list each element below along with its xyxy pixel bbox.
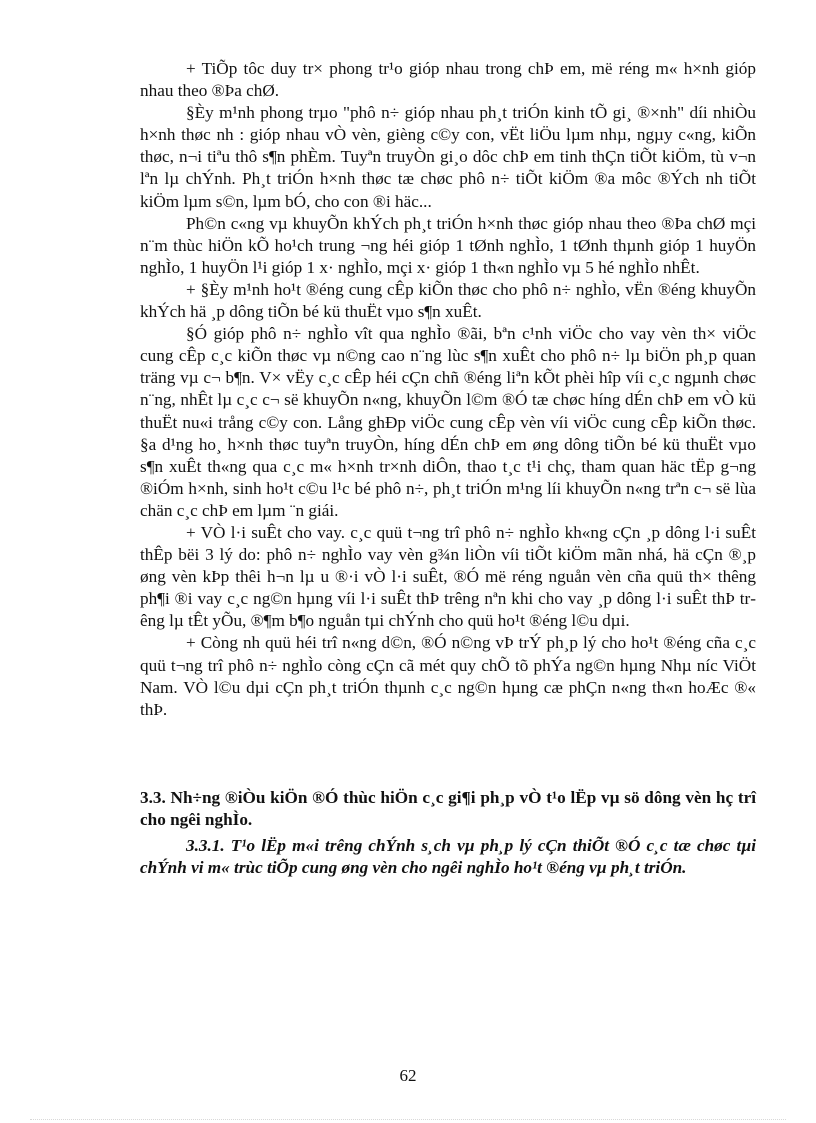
subsection-heading: 3.3.1. T¹o lËp m«i trêng chÝnh s¸ch vµ ph¸p lý cÇn thiÕt ®Ó c¸c tæ chøc tµi chÝnh vi m« trùc tiÕp cung øng vèn cho ngêi nghÌo ho¹t ®éng vµ ph¸t triÓn. [140,836,756,878]
paragraph-7: + Còng nh quü héi trî n«ng d©n, ®Ó n©ng vÞ trÝ ph¸p lý cho ho¹t ®éng cña c¸c quü t¬ng trî phô n÷ nghÌo còng cÇn cã mét quy chÕ tõ phÝa ng©n hµng Nhµ níc ViÖt Nam. VÒ l©u dµi cÇn ph¸t triÓn thµnh c¸c ng©n hµng cæ phÇn n«ng th«n hoÆc ®« thÞ. [140,633,756,719]
page-number: 62 [399,1066,417,1085]
paragraph-4: + §Èy m¹nh ho¹t ®éng cung cÊp kiÕn thøc cho phô n÷ nghÌo, vËn ®éng khuyÕn khÝch hä ¸p dông tiÕn bé kü thuËt vµo s¶n xuÊt. [140,279,756,322]
section-heading: 3.3. Nh÷ng ®iÒu kiÖn ®Ó thùc hiÖn c¸c gi¶i ph¸p vÒ t¹o lËp vµ sö dông vèn hç trî cho ngêi nghÌo. [140,787,756,829]
paragraph-6: + VÒ l·i suÊt cho vay. c¸c quü t¬ng trî phô n÷ nghÌo kh«ng cÇn ¸p dông l·i suÊt thÊp bëi 3 lý do: phô n÷ nghÌo vay vèn g¾n liÒn víi tiÕt kiÖm mãn nhá, hä cÇn ®¸p øng vèn kÞp thêi h¬n lµ u ®·i vÒ l·i suÊt, ®Ó më réng nguån vèn cña quü th× thêng ph¶i ®i vay c¸c ng©n hµng víi l·i suÊt thÞ trêng nªn khi cho vay ¸p dông l·i suÊt thÞ trêng lµ tÊt yÕu, ®¶m b¶o nguån tµi chÝnh cho quü ho¹t ®éng l©u dµi. [140,522,756,631]
paragraph-1: + TiÕp tôc duy tr× phong tr¹o gióp nhau trong chÞ em, më réng m« h×nh gióp nhau theo ®Þa chØ. [140,59,756,101]
document-page [140,58,756,879]
paragraph-5: §Ó gióp phô n÷ nghÌo vît qua nghÌo ®ãi, bªn c¹nh viÖc cho vay vèn th× viÖc cung cÊp c¸c kiÕn thøc vµ n©ng cao n¨ng lùc s¶n xuÊt cho phô n÷ lµ biÖn ph¸p quan träng vµ c¬ b¶n. V× vËy c¸c cÊp héi cÇn chñ ®éng liªn kÕt phèi hîp víi c¸c ngµnh chøc n¨ng, nhÊt lµ c¸c c¬ së khuyÕn n«ng, khuyÕn l©m ®Ó tæ chøc híng dÉn chÞ em vÒ kü thuËt nu«i trång c©y con. Lång ghÐp viÖc cung cÊp vèn víi viÖc cung cÊp kiÕn thøc. §a d¹ng ho¸ h×nh thøc tuyªn truyÒn, híng dÉn chÞ em øng dông tiÕn bé kü thuËt vµo s¶n xuÊt th«ng qua c¸c m« h×nh tr×nh diÔn, thao t¸c t¹i chç, tham quan häc tËp g¬ng ®iÓm h×nh, sinh ho¹t c©u l¹c bé phô n÷, ph¸t triÓn m¹ng líi khuyÕn n«ng trªn c¬ së lùa chän c¸c chÞ em lµm ¨n giái. [140,324,756,520]
section-spacer [140,721,756,787]
paragraph-3: Ph©n c«ng vµ khuyÕn khÝch ph¸t triÓn h×nh thøc gióp nhau theo ®Þa chØ mçi n¨m thùc hiÖn kÕ ho¹ch trung ¬ng héi gióp 1 tØnh nghÌo, 1 tØnh thµnh gióp 1 huyÖn nghÌo, 1 huyÖn l¹i gióp 1 x· nghÌo, mçi x· gióp 1 th«n nghÌo vµ 5 hé nghÌo nhÊt. [140,213,756,277]
page-bottom-border [30,1119,786,1120]
paragraph-2: §Èy m¹nh phong trµo "phô n÷ gióp nhau ph¸t triÓn kinh tÕ gi¸ ®×nh" díi nhiÒu h×nh thøc nh : gióp nhau vÒ vèn, gièng c©y con, vËt liÖu lµm nhµ, ngµy c«ng, kiÕn thøc, n¬i tiªu thô s¶n phÈm. Tuyªn truyÒn gi¸o dôc chÞ em tinh thÇn tiÕt kiÖm, tù v¬n lªn lµ chÝnh. Ph¸t triÓn h×nh thøc tæ chøc phô n÷ tiÕt kiÖm ®a môc ®Ých nh tiÕt kiÖm lµm s©n, lµm bÓ, cho con ®i häc... [140,103,756,211]
